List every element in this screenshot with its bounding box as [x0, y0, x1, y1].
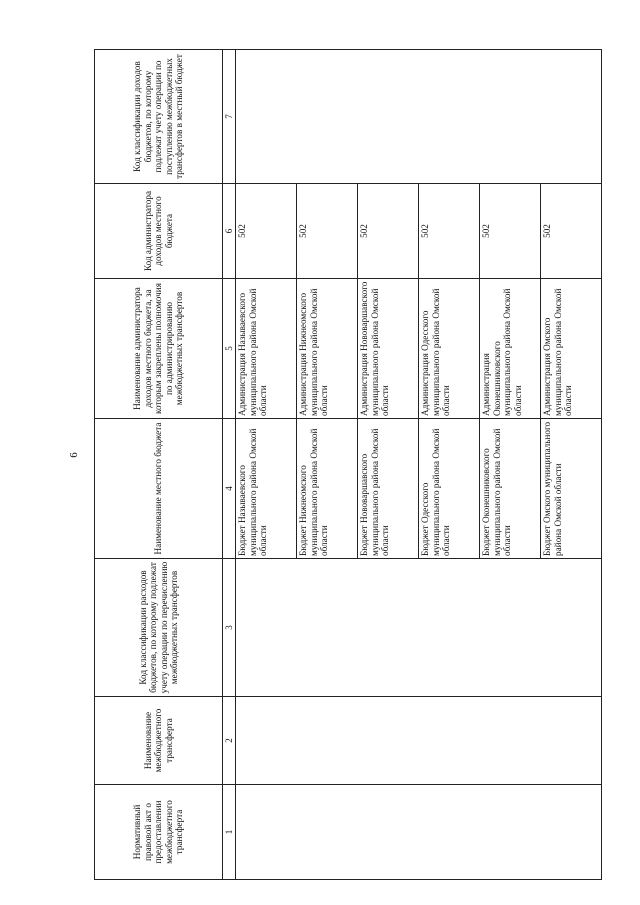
page-number: 6	[68, 452, 80, 458]
header-income-code: Код классификации доходов бюджетов, по которому подлежат учету операции по поступлению межбюджетных трансфертов в местный бюджет	[95, 50, 223, 184]
income-code-cell	[236, 50, 602, 184]
administrator-code-cell: 502	[297, 184, 358, 279]
budget-name-cell: Бюджет Называевского муниципального района Омской области	[236, 419, 297, 559]
rotated-table-container	[94, 50, 610, 880]
administrator-code-cell: 502	[541, 184, 602, 279]
administrator-name-cell: Администрация Одесского муниципального района Омской области	[419, 279, 480, 419]
administrator-name-cell: Администрация Оконешниковского муниципального района Омской области	[480, 279, 541, 419]
expense-code-cell	[236, 559, 602, 697]
header-legal-act: Нормативный правовой акт о предоставлении межбюджетного трансферта	[95, 785, 223, 880]
budget-name-cell: Бюджет Нововаршавского муниципального района Омской области	[358, 419, 419, 559]
legal-act-cell	[236, 785, 602, 880]
administrator-code-cell: 502	[480, 184, 541, 279]
transfers-table	[94, 49, 602, 880]
column-number: 1	[223, 785, 236, 880]
administrator-name-cell: Администрация Называевского муниципального района Омской области	[236, 279, 297, 419]
column-number: 2	[223, 697, 236, 785]
administrator-name-cell: Администрация Омского муниципального района Омской области	[541, 279, 602, 419]
budget-name-cell: Бюджет Омского муниципального района Омской области	[541, 419, 602, 559]
table-row	[236, 50, 297, 880]
column-number-row	[223, 50, 236, 880]
budget-name-cell: Бюджет Оконешниковского муниципального района Омской области	[480, 419, 541, 559]
header-budget-name: Наименование местного бюджета	[95, 419, 223, 559]
header-administrator-code: Код администратора доходов местного бюджета	[95, 184, 223, 279]
header-administrator-name: Наименование администратора доходов местного бюджета, за которым закреплены полномочия по администрированию межбюджетных трансфертов	[95, 279, 223, 419]
administrator-code-cell: 502	[419, 184, 480, 279]
header-transfer-name: Наименование межбюджетного трансферта	[95, 697, 223, 785]
budget-name-cell: Бюджет Одесского муниципального района Омской области	[419, 419, 480, 559]
header-expense-code: Код классификации расходов бюджетов, по которому подлежат учету операции по перечислению межбюджетных трансфертов	[95, 559, 223, 697]
column-number: 4	[223, 419, 236, 559]
transfer-name-cell	[236, 697, 602, 785]
column-number: 7	[223, 50, 236, 184]
column-number: 3	[223, 559, 236, 697]
administrator-code-cell: 502	[236, 184, 297, 279]
table-header-row	[95, 50, 223, 880]
administrator-name-cell: Администрация Нижнеомского муниципального района Омской области	[297, 279, 358, 419]
budget-name-cell: Бюджет Нижнеомского муниципального района Омской области	[297, 419, 358, 559]
administrator-code-cell: 502	[358, 184, 419, 279]
administrator-name-cell: Администрация Нововаршавского муниципального района Омской области	[358, 279, 419, 419]
column-number: 5	[223, 279, 236, 419]
column-number: 6	[223, 184, 236, 279]
